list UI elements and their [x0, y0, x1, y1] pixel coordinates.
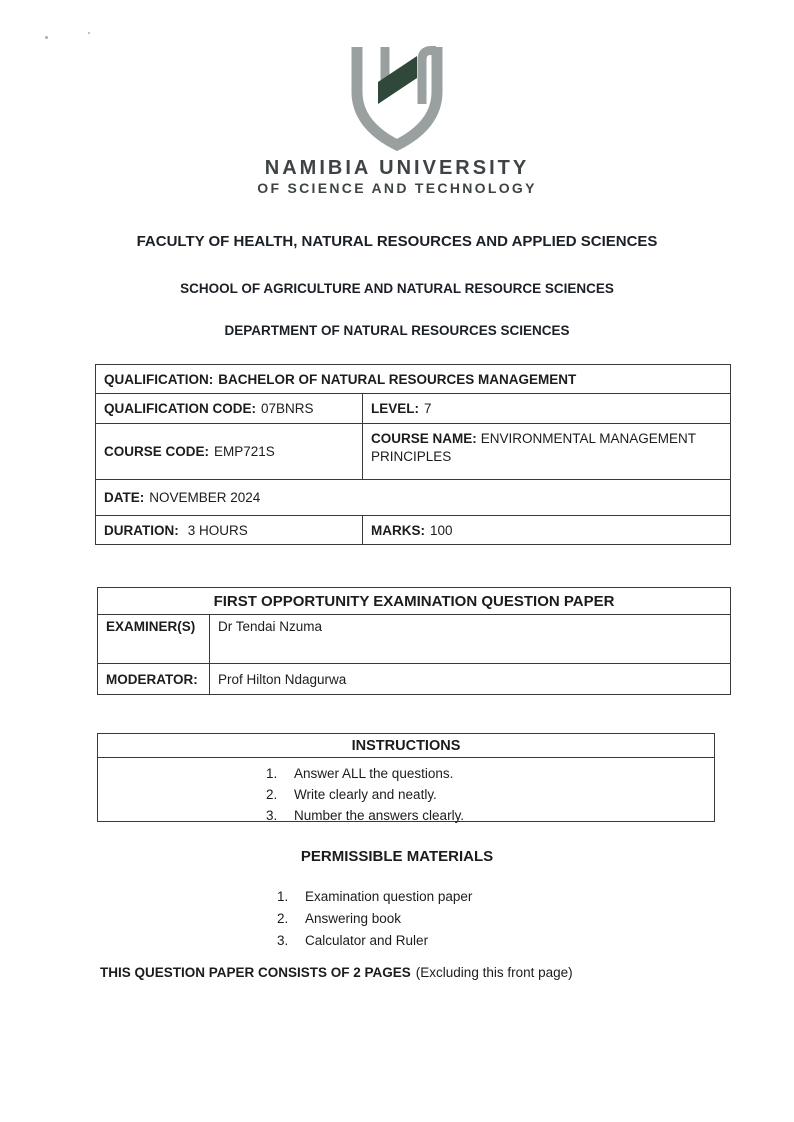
- qualification-value: BACHELOR OF NATURAL RESOURCES MANAGEMENT: [218, 371, 577, 387]
- nust-logo-shield-icon: [351, 46, 443, 152]
- qualification-code-cell: [96, 394, 363, 423]
- instructions-box: [97, 733, 715, 822]
- course-name-value: ENVIRONMENTAL MANAGEMENT PRINCIPLES: [371, 431, 696, 465]
- moderator-value: Prof Hilton Ndagurwa: [218, 671, 347, 687]
- scan-speck: [88, 32, 90, 34]
- course-code-value: EMP721S: [214, 444, 275, 459]
- material-text: Calculator and Ruler: [305, 933, 429, 948]
- instructions-list: [98, 758, 714, 826]
- table-row-moderator: [98, 664, 730, 694]
- date-label: DATE:: [104, 490, 145, 505]
- page-count-note: [100, 965, 573, 980]
- date-value: NOVEMBER 2024: [149, 490, 261, 505]
- instruction-number: 2.: [266, 787, 278, 802]
- date-cell: [96, 480, 730, 515]
- material-text: Answering book: [305, 911, 402, 926]
- table-row-duration: [96, 516, 730, 544]
- moderator-value-cell: [210, 664, 730, 694]
- qualification-label: QUALIFICATION:: [104, 371, 214, 387]
- university-name-subline: OF SCIENCE AND TECHNOLOGY: [257, 180, 537, 196]
- permissible-materials-title: PERMISSIBLE MATERIALS: [300, 848, 494, 865]
- instruction-item: [266, 805, 714, 826]
- department-heading: DEPARTMENT OF NATURAL RESOURCES SCIENCES: [224, 323, 570, 338]
- table-row-course: [96, 424, 730, 480]
- marks-label: MARKS:: [371, 522, 425, 538]
- material-text: Examination question paper: [305, 889, 473, 904]
- marks-cell: [363, 516, 730, 544]
- material-item: [277, 908, 472, 930]
- table-row-exam-title: [98, 588, 730, 615]
- instruction-number: 1.: [266, 766, 278, 781]
- level-cell: [363, 394, 730, 423]
- table-row-codes: [96, 394, 730, 424]
- course-info-table: [95, 364, 731, 545]
- instruction-item: [266, 763, 714, 784]
- material-item: [277, 886, 472, 908]
- material-number: 1.: [277, 889, 289, 904]
- material-item: [277, 930, 472, 952]
- qualification-code-label: QUALIFICATION CODE:: [104, 401, 256, 416]
- school-heading: SCHOOL OF AGRICULTURE AND NATURAL RESOURCE SCIENCES: [180, 281, 614, 296]
- examiner-label: EXAMINER(S): [106, 619, 196, 634]
- qualification-cell: [96, 365, 730, 393]
- page-count-bold: THIS QUESTION PAPER CONSISTS OF 2 PAGES: [100, 965, 411, 980]
- table-row-qualification: [96, 365, 730, 394]
- level-value: 7: [424, 401, 432, 416]
- table-row-examiner: [98, 615, 730, 664]
- moderator-label: MODERATOR:: [106, 671, 198, 687]
- scan-speck: [45, 36, 48, 39]
- exam-paper-table: [97, 587, 731, 695]
- permissible-materials-list: [277, 886, 472, 952]
- course-code-label: COURSE CODE:: [104, 444, 210, 459]
- page-count-regular: (Excluding this front page): [415, 965, 573, 980]
- examiner-label-cell: [98, 615, 210, 663]
- duration-label: DURATION:: [104, 522, 179, 538]
- material-number: 2.: [277, 911, 289, 926]
- faculty-heading: FACULTY OF HEALTH, NATURAL RESOURCES AND APPLIED SCIENCES: [136, 233, 658, 250]
- moderator-label-cell: [98, 664, 210, 694]
- course-name-cell: [363, 424, 730, 479]
- qualification-code-value: 07BNRS: [261, 401, 314, 416]
- course-name-label: COURSE NAME:: [371, 431, 477, 446]
- university-name: NAMIBIA UNIVERSITY: [264, 157, 530, 179]
- examiner-value-cell: [210, 615, 730, 663]
- table-row-date: [96, 480, 730, 516]
- instruction-text: Answer ALL the questions.: [294, 766, 454, 781]
- duration-value: 3 HOURS: [187, 522, 248, 538]
- examiner-value: Dr Tendai Nzuma: [218, 619, 323, 634]
- instructions-title: INSTRUCTIONS: [98, 734, 714, 758]
- instruction-number: 3.: [266, 808, 278, 823]
- exam-paper-title: FIRST OPPORTUNITY EXAMINATION QUESTION PAPER: [213, 592, 615, 610]
- course-code-cell: [96, 424, 363, 479]
- level-label: LEVEL:: [371, 401, 420, 416]
- marks-value: 100: [430, 522, 453, 538]
- material-number: 3.: [277, 933, 289, 948]
- instruction-text: Number the answers clearly.: [294, 808, 465, 823]
- instruction-item: [266, 784, 714, 805]
- duration-cell: [96, 516, 363, 544]
- instruction-text: Write clearly and neatly.: [294, 787, 437, 802]
